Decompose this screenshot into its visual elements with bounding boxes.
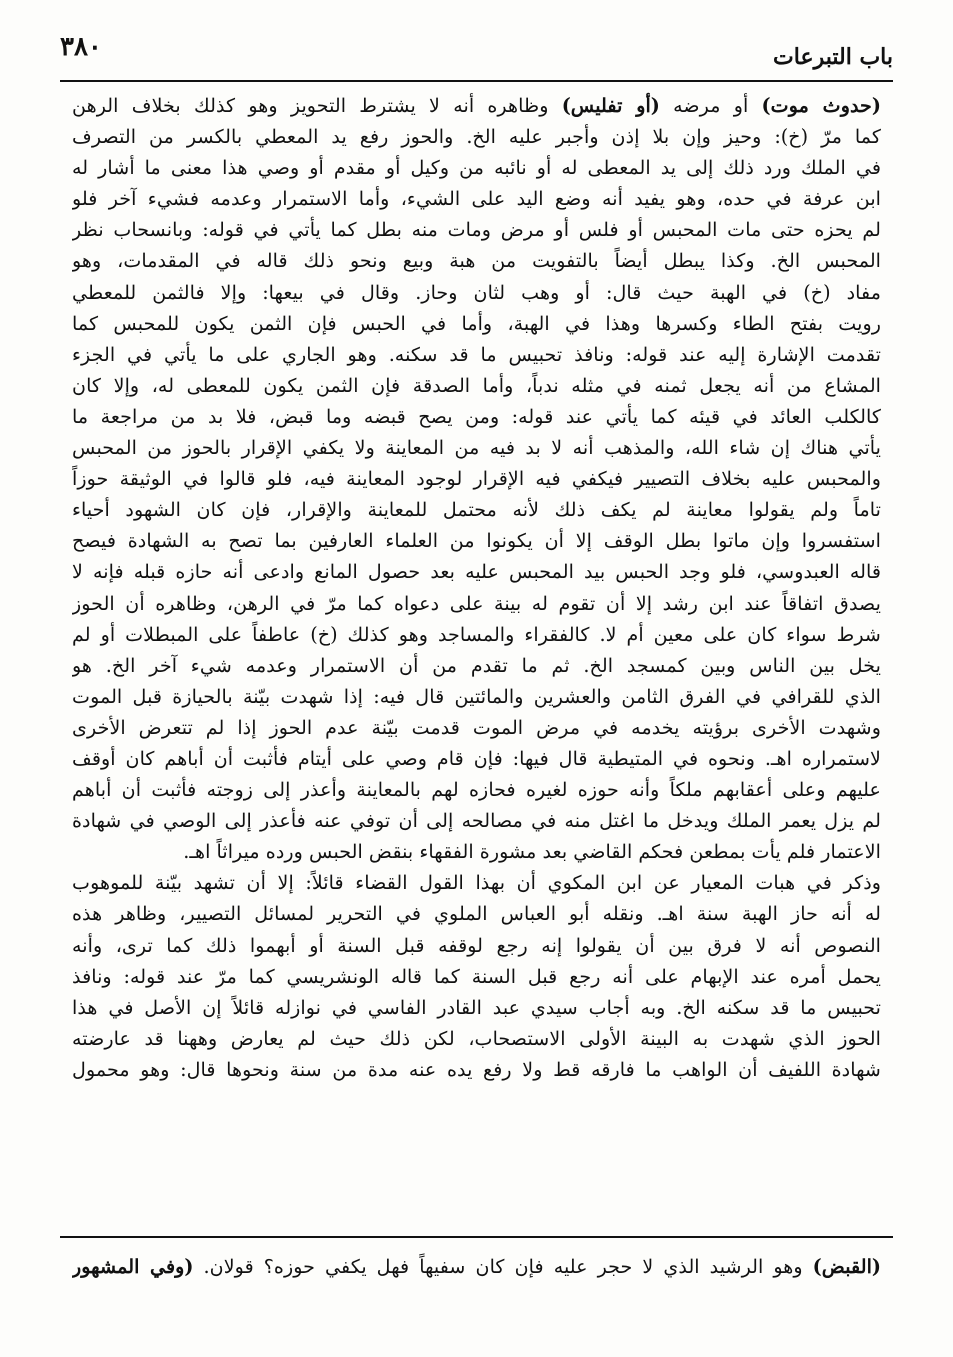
text-span: وظاهره أنه لا يشترط التحويز وهو كذلك بخلاف الرهن bbox=[72, 94, 562, 117]
text-line: النصوص أنه لا فرق بين أن يقولوا إنه رجع لوقفه قبل السنة أو أبهموا ذلك كما ترى، وأنه bbox=[72, 933, 881, 957]
text-line: لاستمراره اهـ. ونحوه في المتيطية قال فيها: فإن قام وصي على أيتام فأثبت أن أباهم كان أوقف bbox=[72, 746, 881, 770]
text-line: تاماً ولم يقولوا معاينة لم يكف ذلك لأنه محتمل للمعاينة والإقرار، فإن كان الشهود أحياء bbox=[72, 498, 881, 522]
footnote-text: وهو الرشيد الذي لا حجر عليه فإن كان سفيهاً فهل يكفي حوزه؟ قولان. bbox=[193, 1255, 813, 1278]
text-line: يأتي هناك إن شاء الله، والمذهب أنه لا بد فيه من المعاينة ولا يكفي الإقرار بالحوز من المحبس bbox=[72, 436, 881, 460]
text-line-paragraph-end: الاعتمار فلم يأت بمطعن فحكم القاضي بعد مشورة الفقهاء بنقض الحبس ورده ميراثاً اهـ. bbox=[183, 840, 881, 864]
text-line: مفاد (خ) في الهبة حيث قال: أو وهب لثان وحاز. وقال في بيعها: وإلا فالثمن للمعطي bbox=[72, 280, 881, 304]
text-line: كما مرّ (خ): وحيز وإن بلا إذن وأجبر عليه الخ. والحوز رفع يد المعطي بالكسر من التصرف bbox=[72, 125, 881, 149]
text-line: شهادة اللفيف أن الواهب ما فارقه قط ولا رفع يده عنه مدة من سنة ونحوها قال: وهو محمول bbox=[72, 1057, 881, 1081]
text-line: وشهدت الأخرى برؤيته يخدمه في مرض الموت قدمت بيّنة عدم الحوز إذا لم تتعرض الأخرى bbox=[72, 715, 881, 739]
text-span: أو مرضه bbox=[659, 94, 762, 117]
main-text bbox=[72, 90, 881, 1220]
text-line: عليهم وعلى أعقابهم ملكاً وأنه حوزه لغيره فحازه لهم بالمعاينة وأعذر إلى زوجته فأثبت أن أباهم bbox=[72, 778, 881, 802]
text-line: المحبس الخ. وكذا يبطل أيضاً بالتفويت من هبة وبيع ونحو ذلك قاله في المقدمات، وهو bbox=[72, 249, 881, 273]
text-line: تحبيس ما قد سكنه الخ. وبه أجاب سيدي عبد القادر الفاسي في نوازله قائلاً إن الأصل في هذا bbox=[72, 995, 881, 1019]
text-line: قاله العبدوسي، فلو وجد الحبس بيد المحبس عليه بعد حصول المانع وادعى أنه حازه قبله فإنه لا bbox=[72, 560, 881, 584]
text-line: وذكر في هبات المعيار عن ابن المكوي أن بهذا القول القضاء قائلاً: إلا أن تشهد بيّنة للموهوب bbox=[72, 871, 881, 895]
text-line: يحمل أمره عند الإبهام على أنه رجع قبل السنة كما قاله الونشريسي كما مرّ عند قوله: ونافذ bbox=[72, 964, 881, 988]
footnote bbox=[72, 1252, 881, 1292]
page-header bbox=[60, 30, 893, 80]
bold-phrase: (حدوث موت) bbox=[761, 94, 881, 117]
footnote-bold-end: (وفي المشهور bbox=[72, 1255, 194, 1278]
text-line: الذي للقرافي في الفرق الثامن والعشرين والمائتين قال فيه: إذا شهدت بيّنة بالحيازة قبل الموت bbox=[72, 684, 881, 708]
text-line: تقدمت الإشارة إليه عند قوله: ونافذ تحبيس ما قد سكنه. وهو الجاري على ما يأتي في الجزء bbox=[72, 342, 881, 366]
text-line: لم يحزه حتى مات المحبس أو فلس أو مرض ومات منه بطل كما يأتي في قوله: وبانسحاب نظر bbox=[72, 218, 881, 242]
text-line: شرط سواء كان على معين أم لا. كالفقراء والمساجد وهو كذلك (خ) عاطفاً على المبطلات أو لم bbox=[72, 622, 881, 646]
running-title: باب التبرعات bbox=[773, 44, 893, 70]
text-line: ابن عرفة في حده، وهو يفيد أنه وضع اليد على الشيء، وأما الاستمرار وعدمه فشيء آخر فلو bbox=[72, 187, 881, 211]
text-line: يخل بين الناس وبين كمسجد الخ. ثم ما تقدم من أن الاستمرار وعدمه شيء آخر الخ. هو bbox=[72, 653, 881, 677]
header-rule bbox=[60, 80, 893, 82]
text-line-1 bbox=[72, 90, 881, 121]
text-line: كالكلب العائد في قيئه كما يأتي عند قوله: ومن يصح قبضه وما قبض، فلا بد من مراجعة ما bbox=[72, 404, 881, 428]
text-line: في الملك ورد ذلك إلى يد المعطى له أو نائبه من وكيل أو مقدم أو وصي هذا معنى ما أشار له bbox=[72, 156, 881, 180]
text-line: استفسروا وإن ماتوا بطل الوقف إلا أن يكونوا من العلماء العارفين بما تصح به الشهادة فيصح bbox=[72, 529, 881, 553]
footnote-rule bbox=[60, 1236, 893, 1238]
text-line: لم يزل يعمر الملك ويدخل ما اغتل منه في مصالحه إلى أن توفي عنه فأعذر إلى الوصي في شهادة bbox=[72, 809, 881, 833]
bold-phrase: (أو تفليس) bbox=[561, 94, 660, 117]
text-line: يصدق اتفاقاً عند ابن رشد إلا أن تقوم له بينة على دعواه كما مرّ في الرهن، وظاهره أن الحوز bbox=[72, 591, 881, 615]
page-number: ٣٨٠ bbox=[60, 32, 102, 62]
footnote-bold-start: (القبض) bbox=[812, 1255, 881, 1278]
text-line: الحوز الذي شهدت به البينة الأولى الاستصحاب، لكن ذلك حيث لم يعارض وههنا قد عارضته bbox=[72, 1026, 881, 1050]
text-line: المشاع من أنه يجعل ثمنه في مثله ندباً، وأما الصدقة فإن الثمن يكون للمعطى له، وإلا كان bbox=[72, 373, 881, 397]
text-line: له أنه حاز الهبة سنة اهـ. ونقله أبو العباس الملوي في التحرير لمسائل التصيير، وظاهر هذه bbox=[72, 902, 881, 926]
text-line: والمحبس عليه بخلاف التصيير فيكفي فيه الإقرار لوجود المعاينة فيه، فلو قالوا في الوثيقة حوزاً bbox=[72, 467, 881, 491]
text-line: رويت بفتح الطاء وكسرها وهذا في الهبة، وأما في الحبس فإن الثمن يكون للمحبس كما bbox=[72, 311, 881, 335]
